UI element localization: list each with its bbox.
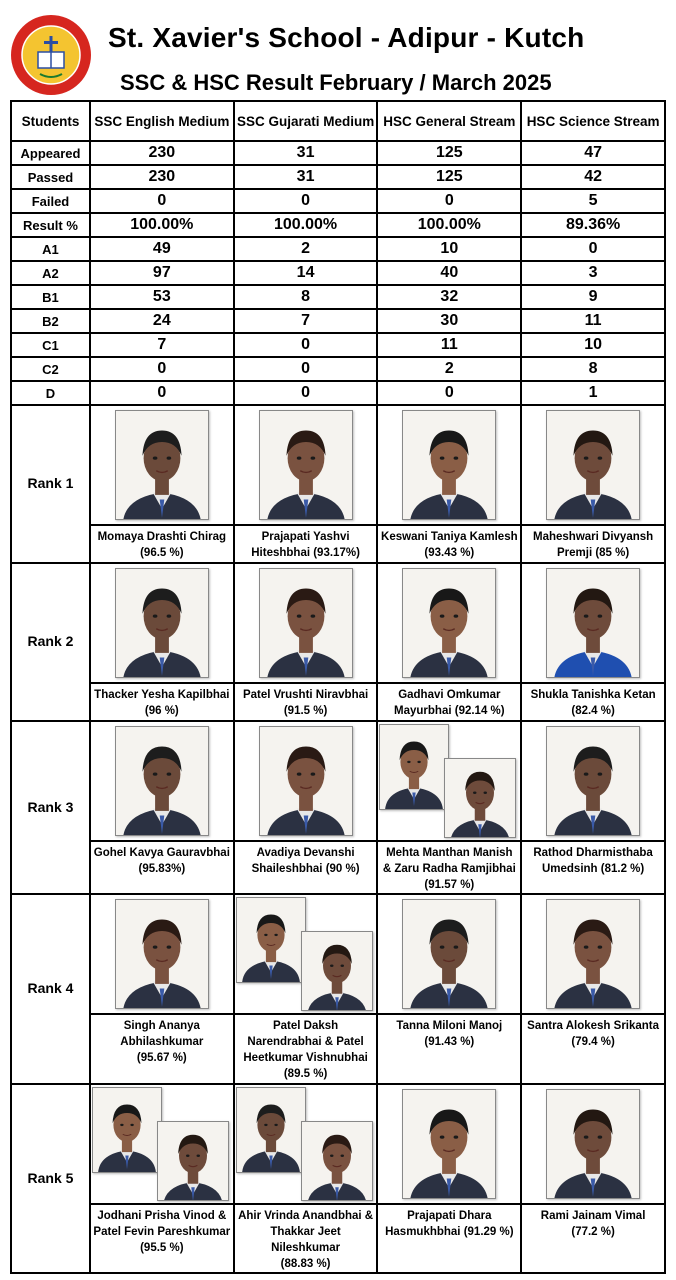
photo-area xyxy=(235,1085,377,1205)
rank-row xyxy=(11,563,665,721)
topper-caption: Santra Alokesh Srikanta (79.4 %) xyxy=(527,1020,660,1048)
stat-value: 10 xyxy=(521,333,665,357)
student-photo xyxy=(546,410,640,520)
stat-value: 9 xyxy=(521,285,665,309)
topper-cell xyxy=(521,721,665,894)
page-title: St. Xavier's School - Adipur - Kutch xyxy=(108,22,585,53)
stat-value: 31 xyxy=(234,141,378,165)
topper-caption: Singh Ananya Abhilashkumar (95.67 %) xyxy=(120,1020,204,1064)
stat-value: 24 xyxy=(90,309,234,333)
topper-cell xyxy=(234,405,378,563)
rank-label: Rank 4 xyxy=(27,980,74,996)
topper-caption: Prajapati Dhara Hasmukhbhai (91.29 %) xyxy=(385,1210,514,1238)
rank-row xyxy=(11,894,665,1084)
stat-row xyxy=(11,165,665,189)
student-photo xyxy=(301,931,373,1011)
stat-value: 0 xyxy=(521,237,665,261)
topper-cell xyxy=(90,563,234,721)
stat-value: 32 xyxy=(377,285,521,309)
topper-caption: Maheshwari Divyansh Premji (85 %) xyxy=(533,531,654,559)
rank-label-cell xyxy=(11,563,90,721)
stat-row xyxy=(11,261,665,285)
stat-value: 2 xyxy=(234,237,378,261)
student-photo xyxy=(259,726,353,836)
topper-cell xyxy=(377,405,521,563)
stat-value: 97 xyxy=(90,261,234,285)
stat-value: 47 xyxy=(521,141,665,165)
student-photo xyxy=(402,1089,496,1199)
topper-cell xyxy=(377,1084,521,1273)
results-table xyxy=(10,100,666,1274)
student-photo xyxy=(92,1087,162,1173)
stat-value: 125 xyxy=(377,141,521,165)
student-photo xyxy=(115,726,209,836)
stat-value: 53 xyxy=(90,285,234,309)
stat-value: 14 xyxy=(234,261,378,285)
topper-cell xyxy=(90,721,234,894)
topper-cell xyxy=(521,563,665,721)
stat-value: 125 xyxy=(377,165,521,189)
topper-cell xyxy=(90,894,234,1084)
topper-caption: Avadiya Devanshi Shaileshbhai (90 %) xyxy=(251,847,360,875)
student-photo xyxy=(546,899,640,1009)
student-photo xyxy=(402,899,496,1009)
stat-value: 8 xyxy=(521,357,665,381)
stat-value: 89.36% xyxy=(521,213,665,237)
stat-row xyxy=(11,141,665,165)
stat-value: 7 xyxy=(90,333,234,357)
photo-area xyxy=(91,564,233,684)
photo-area xyxy=(378,564,520,684)
stat-value: 5 xyxy=(521,189,665,213)
topper-cell xyxy=(377,721,521,894)
photo-area xyxy=(522,722,664,842)
column-header: SSC Gujarati Medium xyxy=(234,101,378,141)
rank-label: Rank 2 xyxy=(27,633,74,649)
stat-label: D xyxy=(11,381,90,405)
column-header: HSC Science Stream xyxy=(521,101,665,141)
stat-value: 3 xyxy=(521,261,665,285)
stat-label: C1 xyxy=(11,333,90,357)
topper-caption: Keswani Taniya Kamlesh (93.43 %) xyxy=(381,531,518,559)
photo-area xyxy=(378,895,520,1015)
topper-cell xyxy=(521,894,665,1084)
photo-area xyxy=(378,722,520,842)
topper-caption: Gadhavi Omkumar Mayurbhai (92.14 %) xyxy=(394,689,505,717)
stat-label: A1 xyxy=(11,237,90,261)
stat-row xyxy=(11,309,665,333)
topper-caption: Rami Jainam Vimal (77.2 %) xyxy=(540,1210,646,1238)
stat-value: 230 xyxy=(90,165,234,189)
column-header: Students xyxy=(11,101,90,141)
stat-row xyxy=(11,213,665,237)
topper-caption: Shukla Tanishka Ketan (82.4 %) xyxy=(530,689,656,717)
rank-row xyxy=(11,721,665,894)
student-photo xyxy=(115,899,209,1009)
topper-cell xyxy=(234,894,378,1084)
stat-label: B1 xyxy=(11,285,90,309)
stat-row xyxy=(11,237,665,261)
stat-value: 0 xyxy=(377,381,521,405)
stat-value: 40 xyxy=(377,261,521,285)
stat-value: 230 xyxy=(90,141,234,165)
student-photo xyxy=(444,758,516,838)
page-header xyxy=(0,0,676,100)
topper-caption: Ahir Vrinda Anandbhai & Thakkar Jeet Nileshkumar (88.83 %) xyxy=(238,1210,374,1270)
topper-cell xyxy=(90,1084,234,1273)
topper-caption: Patel Vrushti Niravbhai (91.5 %) xyxy=(242,689,369,717)
stat-value: 0 xyxy=(234,333,378,357)
student-photo xyxy=(236,897,306,983)
stat-value: 11 xyxy=(521,309,665,333)
stat-value: 30 xyxy=(377,309,521,333)
topper-caption: Jodhani Prisha Vinod & Patel Fevin Pareshkumar (95.5 %) xyxy=(93,1210,231,1254)
photo-area xyxy=(91,406,233,526)
rank-label: Rank 1 xyxy=(27,475,74,491)
rank-label-cell xyxy=(11,1084,90,1273)
topper-cell xyxy=(234,721,378,894)
photo-area xyxy=(522,406,664,526)
stat-value: 0 xyxy=(234,381,378,405)
photo-area xyxy=(522,1085,664,1205)
photo-area xyxy=(522,895,664,1015)
student-photo xyxy=(259,410,353,520)
page-subtitle: SSC & HSC Result February / March 2025 xyxy=(120,70,552,95)
stat-row xyxy=(11,189,665,213)
rank-row xyxy=(11,405,665,563)
stat-value: 0 xyxy=(90,381,234,405)
photo-area xyxy=(91,1085,233,1205)
stat-row xyxy=(11,381,665,405)
rank-label-cell xyxy=(11,894,90,1084)
topper-caption: Rathod Dharmisthaba Umedsinh (81.2 %) xyxy=(533,847,653,875)
topper-caption: Patel Daksh Narendrabhai & Patel Heetkumar Vishnubhai (89.5 %) xyxy=(243,1020,368,1080)
photo-area xyxy=(378,1085,520,1205)
topper-cell xyxy=(377,563,521,721)
student-photo xyxy=(379,724,449,810)
topper-caption: Gohel Kavya Gauravbhai (95.83%) xyxy=(93,847,230,875)
stat-value: 49 xyxy=(90,237,234,261)
photo-area xyxy=(91,895,233,1015)
photo-area xyxy=(378,406,520,526)
stat-value: 0 xyxy=(234,189,378,213)
stat-label: Passed xyxy=(11,165,90,189)
rank-row xyxy=(11,1084,665,1273)
rank-label-cell xyxy=(11,405,90,563)
topper-caption: Momaya Drashti Chirag (96.5 %) xyxy=(97,531,227,559)
column-header: SSC English Medium xyxy=(90,101,234,141)
student-photo xyxy=(402,568,496,678)
topper-caption: Tanna Miloni Manoj (91.43 %) xyxy=(396,1020,503,1048)
stat-value: 8 xyxy=(234,285,378,309)
stat-value: 0 xyxy=(90,357,234,381)
topper-caption: Mehta Manthan Manish & Zaru Radha Ramjibhai (91.57 %) xyxy=(382,847,516,891)
rank-label-cell xyxy=(11,721,90,894)
stat-label: Failed xyxy=(11,189,90,213)
topper-cell xyxy=(234,563,378,721)
stat-label: C2 xyxy=(11,357,90,381)
stat-label: B2 xyxy=(11,309,90,333)
stat-value: 0 xyxy=(377,189,521,213)
photo-area xyxy=(235,406,377,526)
stat-row xyxy=(11,285,665,309)
student-photo xyxy=(115,410,209,520)
stat-value: 0 xyxy=(234,357,378,381)
topper-cell xyxy=(521,405,665,563)
school-logo xyxy=(10,14,92,96)
rank-label: Rank 5 xyxy=(27,1169,74,1186)
stat-value: 31 xyxy=(234,165,378,189)
rank-label: Rank 3 xyxy=(27,798,74,815)
stat-value: 7 xyxy=(234,309,378,333)
student-photo xyxy=(546,1089,640,1199)
photo-area xyxy=(91,722,233,842)
student-photo xyxy=(259,568,353,678)
stat-row xyxy=(11,333,665,357)
student-photo xyxy=(157,1121,229,1201)
stat-value: 100.00% xyxy=(234,213,378,237)
student-photo xyxy=(546,726,640,836)
column-header: HSC General Stream xyxy=(377,101,521,141)
stat-row xyxy=(11,357,665,381)
photo-area xyxy=(235,722,377,842)
photo-area xyxy=(235,564,377,684)
stat-label: A2 xyxy=(11,261,90,285)
table-header-row xyxy=(11,101,665,141)
stat-label: Result % xyxy=(11,213,90,237)
topper-cell xyxy=(377,894,521,1084)
stat-value: 0 xyxy=(90,189,234,213)
stat-value: 100.00% xyxy=(377,213,521,237)
student-photo xyxy=(546,568,640,678)
stat-value: 42 xyxy=(521,165,665,189)
stat-value: 10 xyxy=(377,237,521,261)
stat-value: 2 xyxy=(377,357,521,381)
stat-label: Appeared xyxy=(11,141,90,165)
student-photo xyxy=(115,568,209,678)
student-photo xyxy=(402,410,496,520)
topper-caption: Prajapati Yashvi Hiteshbhai (93.17%) xyxy=(251,531,360,559)
stat-value: 11 xyxy=(377,333,521,357)
photo-area xyxy=(235,895,377,1015)
topper-cell xyxy=(90,405,234,563)
topper-cell xyxy=(234,1084,378,1273)
topper-caption: Thacker Yesha Kapilbhai (96 %) xyxy=(94,689,230,717)
stat-value: 1 xyxy=(521,381,665,405)
student-photo xyxy=(236,1087,306,1173)
stat-value: 100.00% xyxy=(90,213,234,237)
photo-area xyxy=(522,564,664,684)
topper-cell xyxy=(521,1084,665,1273)
student-photo xyxy=(301,1121,373,1201)
